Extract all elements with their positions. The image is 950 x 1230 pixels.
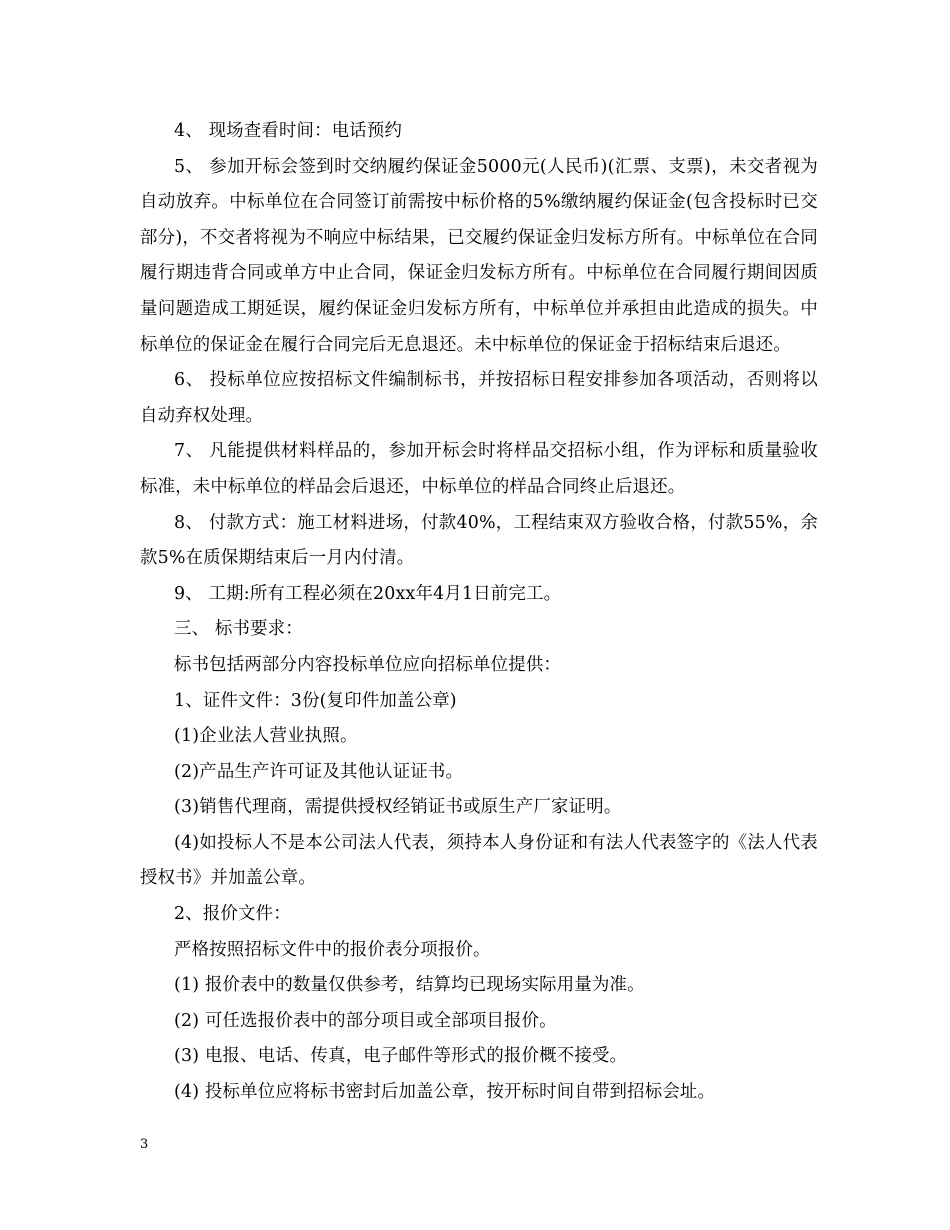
paragraph-quotation-instructions: 严格按照招标文件中的报价表分项报价。 (174, 939, 491, 960)
list-item-quantity-reference: (1) 报价表中的数量仅供参考，结算均已现场实际用量为准。 (174, 975, 645, 996)
paragraph-construction-period: 9、 工期:所有工程必须在20xx年4月1日前完工。 (174, 583, 562, 604)
document-body (140, 114, 818, 1111)
list-item-sales-agent: (3)销售代理商，需提供授权经销证书或原生产厂家证明。 (174, 797, 622, 818)
list-item-no-remote-quotation: (3) 电报、电话、传真，电子邮件等形式的报价概不接受。 (174, 1046, 628, 1067)
paragraph-material-samples: 7、 凡能提供材料样品的，参加开标会时将样品交招标小组，作为评标和质量验收标准，未中标单位的样品会后退还，中标单位的样品合同终止后退还。 (140, 441, 818, 497)
paragraph-certificate-documents: 1、证件文件：3份(复印件加盖公章) (174, 690, 457, 711)
paragraph-site-visit: 4、 现场查看时间：电话预约 (174, 121, 403, 141)
list-item-authorization-letter: (4)如投标人不是本公司法人代表，须持本人身份证和有法人代表签字的《法人代表授权书》并加盖公章。 (140, 832, 818, 889)
paragraph-quotation-documents: 2、报价文件： (174, 904, 291, 925)
list-item-production-license: (2)产品生产许可证及其他认证证书。 (174, 761, 464, 782)
list-item-partial-quotation: (2) 可任选报价表中的部分项目或全部项目报价。 (174, 1010, 557, 1031)
section-heading-tender-requirements: 三、 标书要求： (174, 619, 303, 640)
list-item-sealed-tender: (4) 投标单位应将标书密封后加盖公章，按开标时间自带到招标会址。 (174, 1082, 716, 1103)
list-item-business-license: (1)企业法人营业执照。 (174, 726, 358, 747)
paragraph-tender-preparation: 6、 投标单位应按招标文件编制标书，并按招标日程安排参加各项活动，否则将以自动弃权处理。 (140, 370, 818, 426)
paragraph-tender-contents: 标书包括两部分内容投标单位应向招标单位提供： (174, 654, 561, 675)
paragraph-performance-bond: 5、 参加开标会签到时交纳履约保证金5000元(人民币)(汇票、支票)，未交者视为自动放弃。中标单位在合同签订前需按中标价格的5%缴纳履约保证金(包含投标时已交部分)，不交者将视为不响应中标结果，已交履约保证金归发标方所有。中标单位在合同履行期违背合同或单方中止合同，保证金归发标方所有。中标单位在合同履行期间因质量问题造成工期延误，履约保证金归发标方所有，中标单位并承担由此造成的损失。中标单位的保证金在履行合同完后无息退还。未中标单位的保证金于招标结束后退还。 (140, 156, 818, 355)
paragraph-payment-terms: 8、 付款方式：施工材料进场，付款40%，工程结束双方验收合格，付款55%，余款5%在质保期结束后一月内付清。 (140, 512, 818, 569)
page-number: 3 (140, 1137, 149, 1152)
